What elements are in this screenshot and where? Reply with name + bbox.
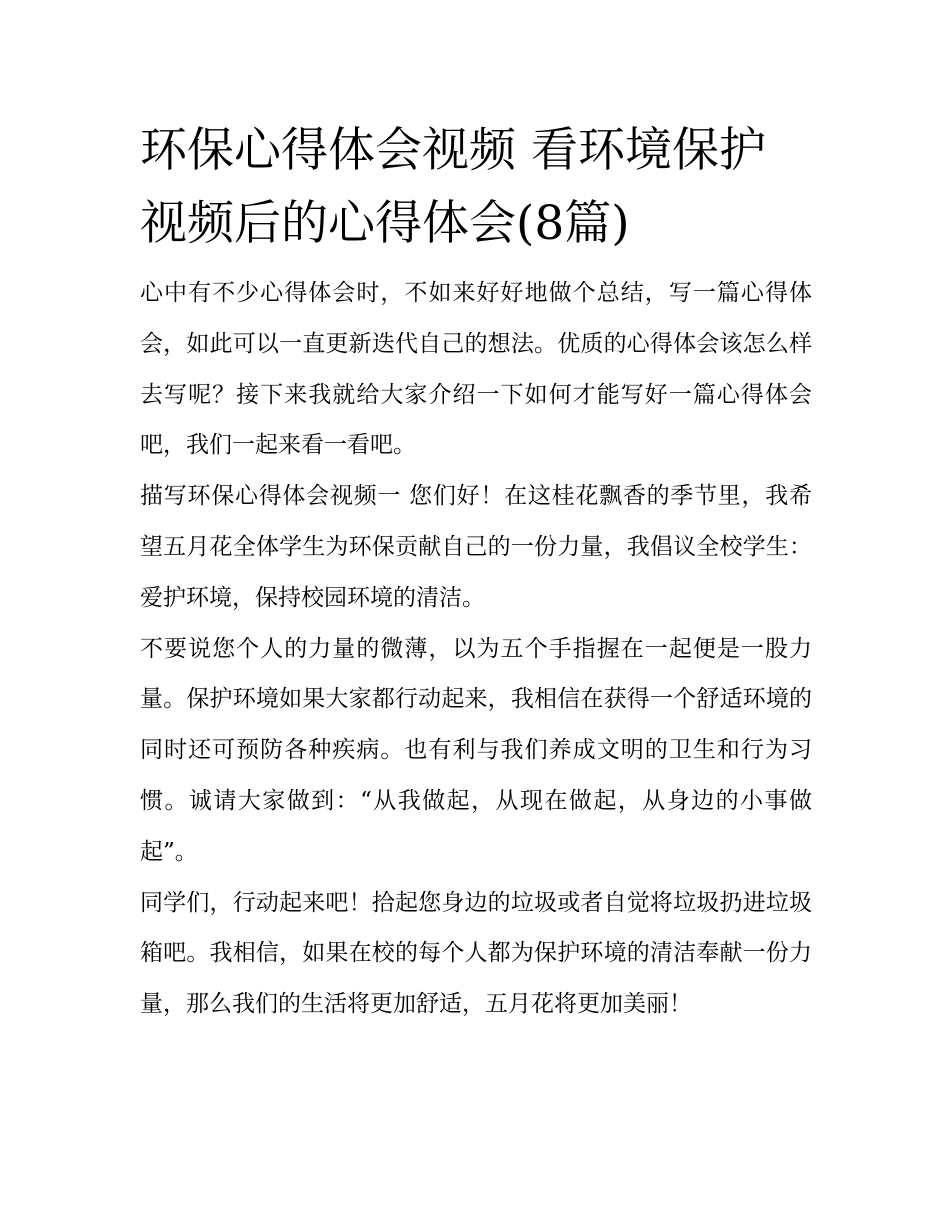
document-body (140, 114, 812, 1030)
paragraph-action: 不要说您个人的力量的微薄，以为五个手指握在一起便是一股力量。保护环境如果大家都行动起来，我相信在获得一个舒适环境的同时还可预防各种疾病。也有利与我们养成文明的卫生和行为习惯。诚请大家做到：“从我做起，从现在做起，从身边的小事做起”。 (140, 635, 812, 865)
document-title: 环保心得体会视频 看环境保护视频后的心得体会(8篇) (140, 123, 766, 251)
paragraph-greeting: 描写环保心得体会视频一 您们好！在这桂花飘香的季节里，我希望五月花全体学生为环保贡献自己的一份力量，我倡议全校学生：爱护环境，保持校园环境的清洁。 (140, 483, 812, 611)
paragraph-call: 同学们，行动起来吧！拾起您身边的垃圾或者自觉将垃圾扔进垃圾箱吧。我相信，如果在校的每个人都为保护环境的清洁奉献一份力量，那么我们的生活将更加舒适，五月花将更加美丽！ (140, 889, 812, 1018)
paragraph-intro: 心中有不少心得体会时，不如来好好地做个总结，写一篇心得体会，如此可以一直更新迭代自己的想法。优质的心得体会该怎么样去写呢？接下来我就给大家介绍一下如何才能写好一篇心得体会吧，我们一起来看一看吧。 (140, 280, 812, 459)
